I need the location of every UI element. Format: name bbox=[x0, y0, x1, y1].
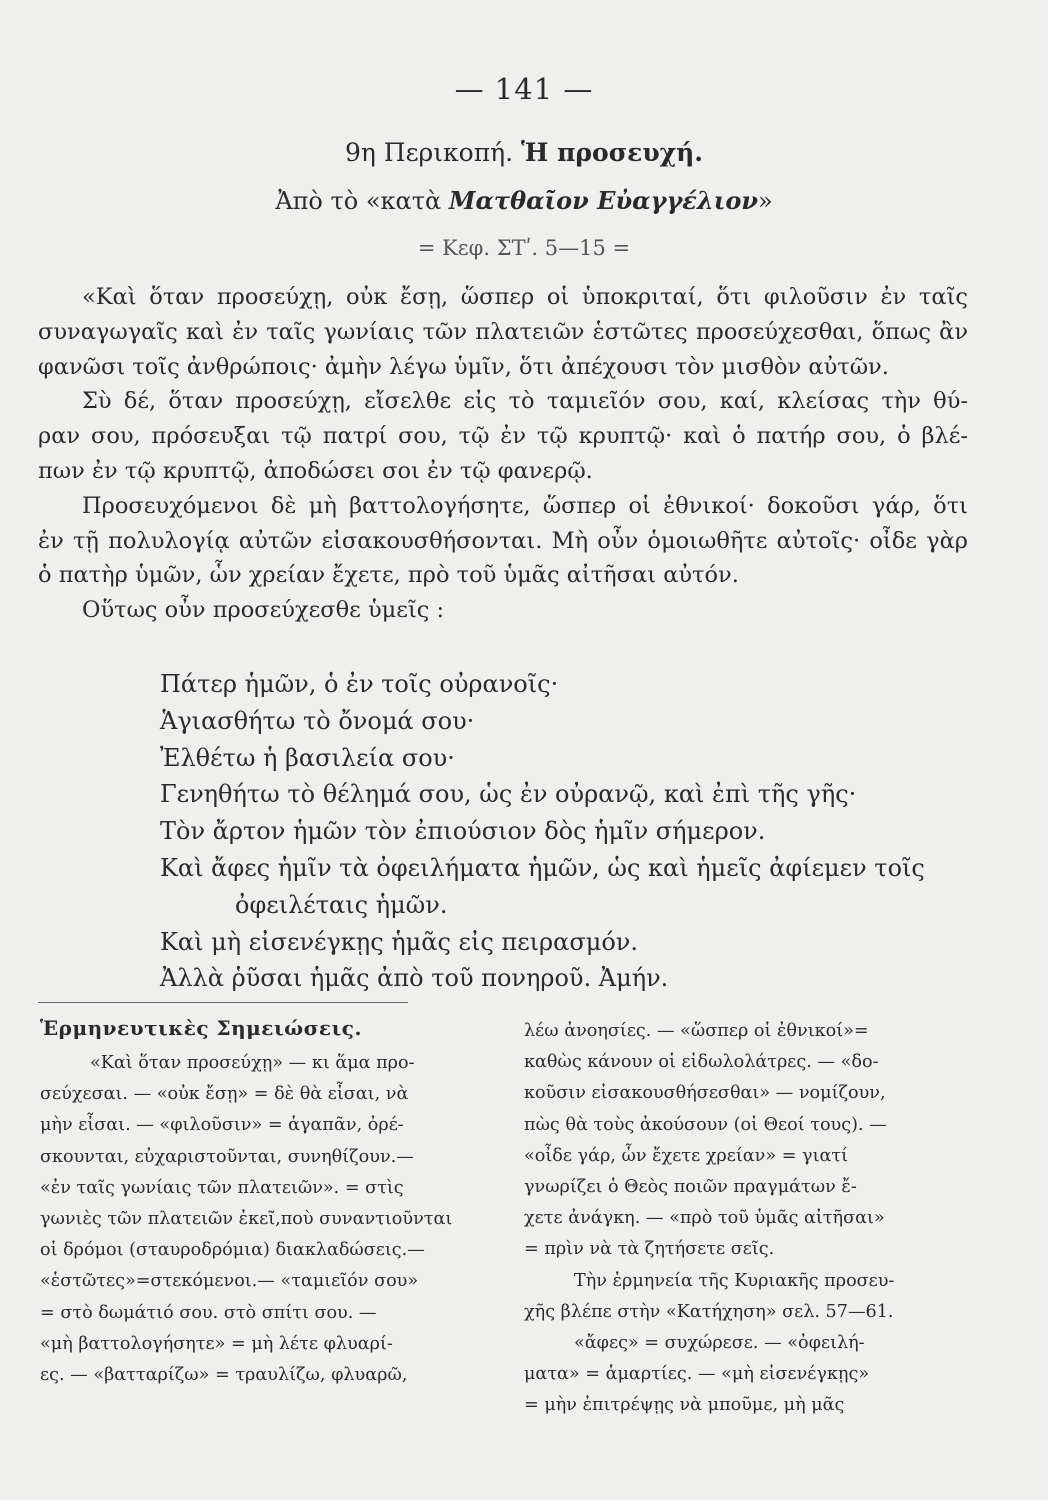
heading-title: Ἡ προσευχή. bbox=[521, 138, 704, 167]
lords-prayer bbox=[160, 666, 980, 997]
note-line: = πρὶν νὰ τὰ ζητήσετε σεῖς. bbox=[524, 1239, 775, 1260]
text-line: «Καὶ ὅταν προσεύχῃ, οὐκ ἔσῃ, ὥσπερ οἱ ὑποκριταί, ὅτι φιλοῦσιν ἐν ταῖς bbox=[82, 284, 968, 310]
source-suffix: » bbox=[757, 187, 773, 215]
notes-left-column bbox=[40, 1048, 490, 1391]
note-line: ματα» = ἁμαρτίες. — «μὴ εἰσενέγκῃς» bbox=[524, 1364, 870, 1385]
source-prefix: Ἀπὸ τὸ «κατὰ bbox=[275, 187, 442, 215]
section-heading bbox=[0, 138, 1048, 167]
text-line: ἐν τῇ πολυλογίᾳ αὐτῶν εἰσακουσθήσονται. Μὴ οὖν ὁμοιωθῆτε αὐτοῖς· οἶδε γὰρ bbox=[38, 527, 968, 554]
note-line: χετε ἀνάγκη. — «πρὸ τοῦ ὑμᾶς αἰτῆσαι» bbox=[524, 1208, 885, 1229]
text-line: ὁ πατὴρ ὑμῶν, ὧν χρείαν ἔχετε, πρὸ τοῦ ὑμᾶς αἰτῆσαι αὐτόν. bbox=[38, 562, 739, 589]
note-line: γωνιὲς τῶν πλατειῶν ἐκεῖ,ποὺ συναντιοῦνται bbox=[40, 1209, 453, 1230]
note-line: λέω ἀνοησίες. — «ὥσπερ οἱ ἐθνικοί»= bbox=[524, 1021, 869, 1041]
note-line: ες. — «βατταρίζω» = τραυλίζω, φλυαρῶ, bbox=[40, 1365, 408, 1386]
prayer-line: Γενηθήτω τὸ θέλημά σου, ὡς ἐν οὐρανῷ, καὶ ἐπὶ τῆς γῆς· bbox=[160, 780, 857, 809]
text-line: Προσευχόμενοι δὲ μὴ βαττολογήσητε, ὥσπερ οἱ ἐθνικοί· δοκοῦσι γάρ, ὅτι bbox=[82, 492, 968, 519]
heading-prefix: 9η Περικοπή. bbox=[344, 138, 514, 167]
source-title: Ματθαῖον Εὐαγγέλιον bbox=[448, 186, 758, 215]
text-line: φανῶσι τοῖς ἀνθρώποις· ἀμὴν λέγω ὑμῖν, ὅτι ἀπέχουσι τὸν μισθὸν αὐτῶν. bbox=[38, 353, 889, 380]
text-line: ραν σου, πρόσευξαι τῷ πατρί σου, τῷ ἐν τῷ κρυπτῷ· καὶ ὁ πατήρ σου, ὁ βλέ- bbox=[38, 423, 968, 450]
text-line: Σὺ δέ, ὅταν προσεύχῃ, εἴσελθε εἰς τὸ ταμιεῖόν σου, καί, κλείσας τὴν θύ- bbox=[82, 388, 968, 415]
note-line: «οἶδε γάρ, ὧν ἔχετε χρείαν» = γιατί bbox=[524, 1145, 848, 1166]
note-line: = μὴν ἐπιτρέψῃς νὰ μποῦμε, μὴ μᾶς bbox=[524, 1395, 845, 1416]
prayer-line: Ἐλθέτω ἡ βασιλεία σου· bbox=[160, 743, 455, 772]
notes-title: Ἑρμηνευτικὲς Σημειώσεις. bbox=[40, 1016, 362, 1040]
source-line bbox=[0, 186, 1048, 215]
note-line: = στὸ δωμάτιό σου. στὸ σπίτι σου. — bbox=[40, 1302, 377, 1323]
note-line: σεύχεσαι. — «οὐκ ἔσῃ» = δὲ θὰ εἶσαι, νὰ bbox=[40, 1084, 409, 1105]
note-line: Τὴν ἑρμηνεία τῆς Κυριακῆς προσευ- bbox=[574, 1270, 895, 1291]
note-line: μὴν εἶσαι. — «φιλοῦσιν» = ἀγαπᾶν, ὀρέ- bbox=[40, 1115, 404, 1136]
footnote-divider bbox=[38, 1002, 408, 1003]
note-line: «ἑστῶτες»=στεκόμενοι.— «ταμιεῖόν σου» bbox=[40, 1271, 419, 1292]
prayer-line: ὀφειλέταις ἡμῶν. bbox=[235, 890, 448, 919]
prayer-line: Πάτερ ἡμῶν, ὁ ἐν τοῖς οὐρανοῖς· bbox=[160, 670, 559, 698]
note-line: γνωρίζει ὁ Θεὸς ποιῶν πραγμάτων ἔ- bbox=[524, 1177, 857, 1198]
note-line: «ἄφες» = συχώρεσε. — «ὀφειλή- bbox=[574, 1333, 865, 1354]
note-line: κοῦσιν εἰσακουσθήσεσθαι» — νομίζουν, bbox=[524, 1083, 886, 1104]
note-line: πὼς θὰ τοὺς ἀκούσουν (οἱ Θεοί τους). — bbox=[524, 1114, 887, 1135]
note-line: οἱ δρόμοι (σταυροδρόμια) διακλαδώσεις.— bbox=[40, 1240, 425, 1261]
page-number: — 141 — bbox=[454, 72, 594, 106]
chapter-reference: = Κεφ. ΣΤʹ. 5—15 = bbox=[417, 236, 631, 260]
prayer-line: Καὶ μὴ εἰσενέγκῃς ἡμᾶς εἰς πειρασμόν. bbox=[160, 927, 639, 956]
prayer-line: Ἀλλὰ ῥῦσαι ἡμᾶς ἀπὸ τοῦ πονηροῦ. Ἀμήν. bbox=[160, 964, 669, 993]
text-line: συναγωγαῖς καὶ ἐν ταῖς γωνίαις τῶν πλατειῶν ἑστῶτες προσεύχεσθαι, ὅπως ἂν bbox=[38, 318, 968, 345]
prayer-line: Καὶ ἄφες ἡμῖν τὰ ὀφειλήματα ἡμῶν, ὡς καὶ ἡμεῖς ἀφίεμεν τοῖς bbox=[160, 853, 925, 882]
note-line: «Καὶ ὅταν προσεύχῃ» — κι ἅμα προ- bbox=[90, 1053, 415, 1073]
text-line: πων ἐν τῷ κρυπτῷ, ἀποδώσει σοι ἐν τῷ φανερῷ. bbox=[38, 457, 593, 484]
note-line: «ἐν ταῖς γωνίαις τῶν πλατειῶν». = στὶς bbox=[40, 1177, 404, 1198]
note-line: χῆς βλέπε στὴν «Κατήχηση» σελ. 57—61. bbox=[524, 1301, 894, 1322]
gospel-text bbox=[38, 280, 968, 628]
note-line: «μὴ βαττολογήσητε» = μὴ λέτε φλυαρί- bbox=[40, 1333, 393, 1354]
notes-right-column bbox=[524, 1016, 964, 1422]
prayer-line: Ἁγιασθήτω τὸ ὄνομά σου· bbox=[160, 706, 475, 735]
prayer-line: Τὸν ἄρτον ἡμῶν τὸν ἐπιούσιον δὸς ἡμῖν σήμερον. bbox=[160, 817, 766, 846]
note-line: σκουνται, εὐχαριστοῦνται, συνηθίζουν.— bbox=[40, 1146, 414, 1167]
text-line: Οὕτως οὖν προσεύχεσθε ὑμεῖς : bbox=[82, 597, 445, 624]
note-line: καθὼς κάνουν οἱ εἰδωλολάτρες. — «δο- bbox=[524, 1052, 879, 1073]
